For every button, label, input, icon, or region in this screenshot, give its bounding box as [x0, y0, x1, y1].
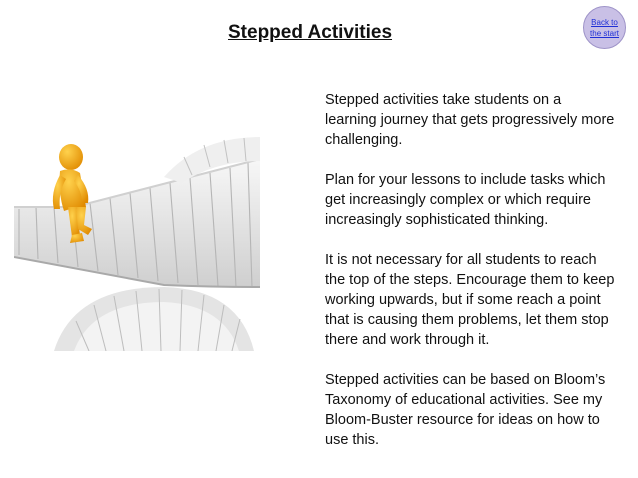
paragraph-1: Stepped activities take students on a learning journey that gets progressively more challenging.: [325, 92, 615, 148]
page-title: Stepped Activities: [228, 22, 393, 43]
body-text: [325, 90, 615, 470]
back-button-line-1: Back to: [591, 17, 618, 27]
paragraph-2: Plan for your lessons to include tasks which get increasingly complex or which require increasingly sophisticated thinking.: [325, 172, 606, 228]
paragraph-3: It is not necessary for all students to reach the top of the steps. Encourage them to keep working upwards, but if some reach a point that is causing them problems, let them stop there and work through it.: [325, 252, 615, 348]
figure-climbing-stairs-image: [14, 137, 260, 351]
back-to-start-button[interactable]: [583, 6, 626, 49]
main-staircase: [14, 137, 260, 287]
lower-staircase: [54, 287, 254, 351]
back-button-line-2: the start: [590, 28, 619, 38]
paragraph-4: Stepped activities can be based on Bloom’s Taxonomy of educational activities. See my Bloom-Buster resource for ideas on how to use this.: [325, 372, 606, 448]
